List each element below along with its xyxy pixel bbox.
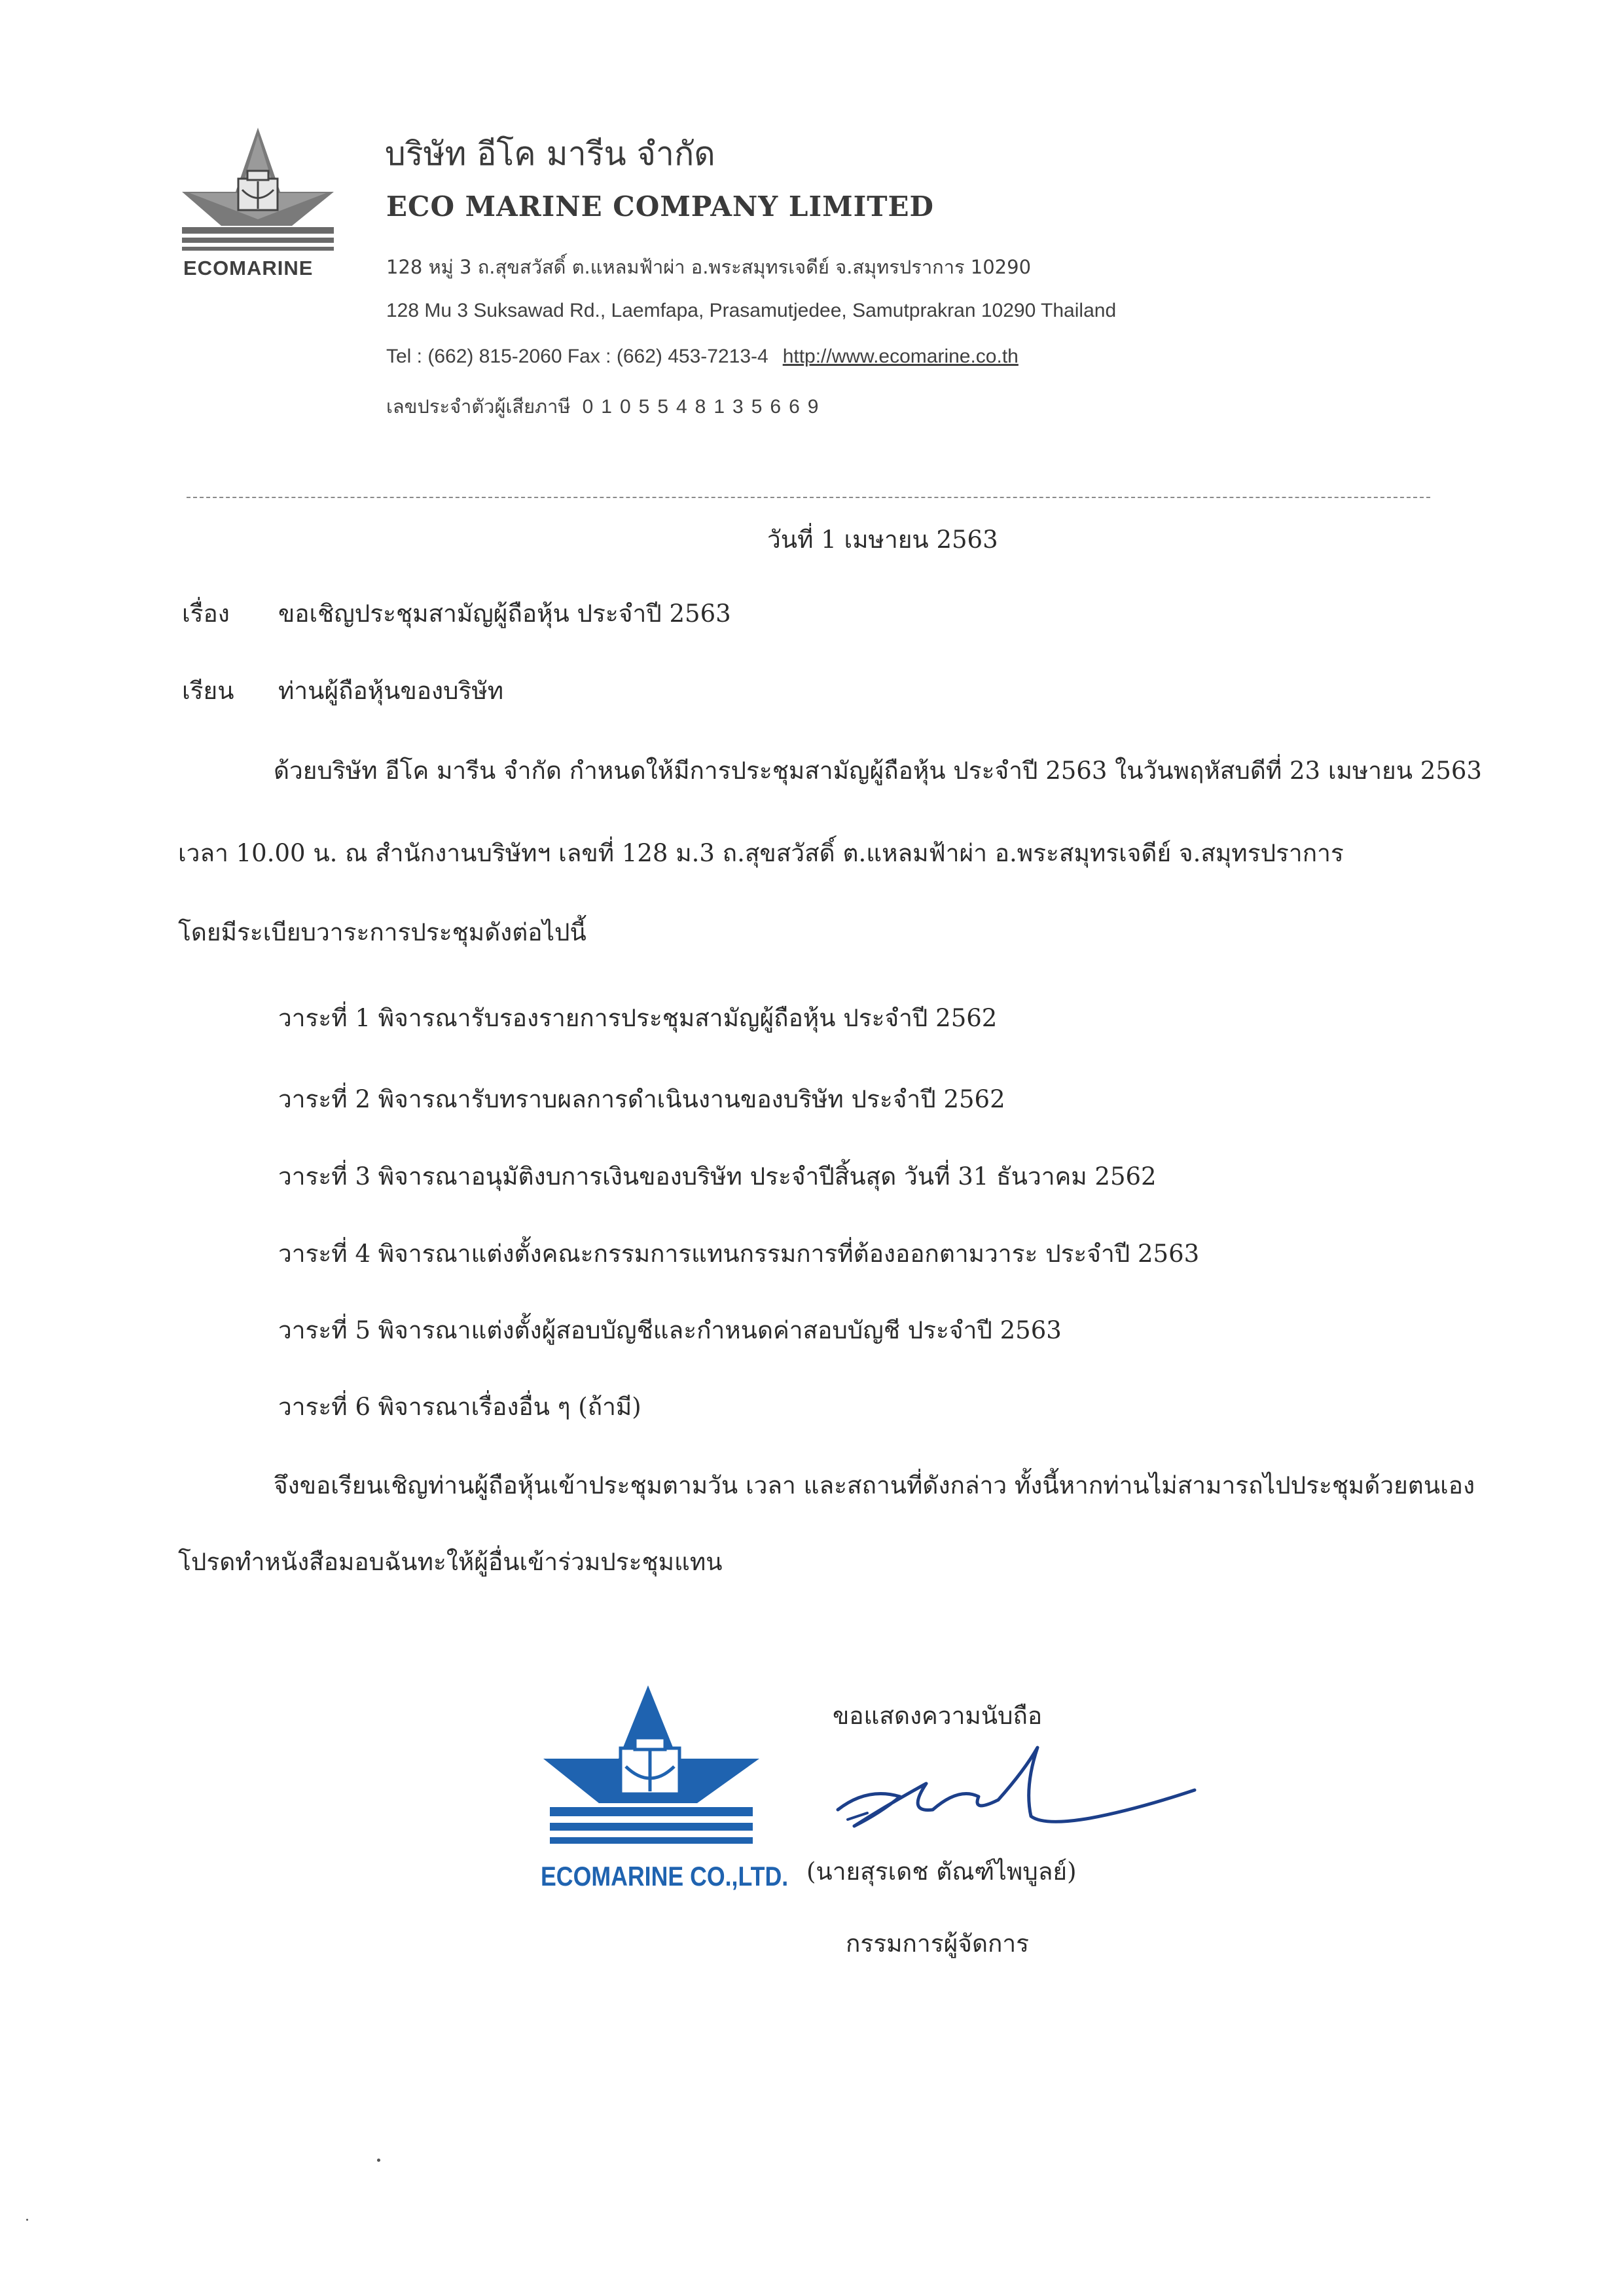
header-divider [187,497,1430,498]
logo-wordmark: ECOMARINE [183,257,314,279]
agenda-item-5: วาระที่ 5 พิจารณาแต่งตั้งผู้สอบบัญชีและกำหนดค่าสอบบัญชี ประจำปี 2563 [278,1316,1062,1344]
paragraph-1-line-3: โดยมีระเบียบวาระการประชุมดังต่อไปนี้ [178,918,586,946]
company-logo [182,128,334,278]
paragraph-2-line-2: โปรดทำหนังสือมอบฉันทะให้ผู้อื่นเข้าร่วมประชุมแทน [178,1548,723,1576]
agenda-item-4: วาระที่ 4 พิจารณาแต่งตั้งคณะกรรมการแทนกรรมการที่ต้องออกตามวาระ ประจำปี 2563 [278,1240,1200,1268]
paragraph-1-line-1: ด้วยบริษัท อีโค มารีน จำกัด กำหนดให้มีการประชุมสามัญผู้ถือหุ้น ประจำปี 2563 ในวันพฤหัสบดีที่ 23 เมษายน 2563 [274,757,1482,785]
website-link[interactable]: http://www.ecomarine.co.th [782,346,1019,367]
recipient-label: เรียน [182,677,234,705]
subject-label: เรื่อง [182,600,230,628]
scan-speck [377,2159,380,2162]
agenda-item-3: วาระที่ 3 พิจารณาอนุมัติงบการเงินของบริษัท ประจำปีสิ้นสุด วันที่ 31 ธันวาคม 2562 [278,1162,1157,1191]
company-name-english: ECO MARINE COMPANY LIMITED [386,190,934,223]
agenda-item-2: วาระที่ 2 พิจารณารับทราบผลการดำเนินงานของบริษัท ประจำปี 2562 [278,1085,1005,1113]
company-seal [543,1685,759,1882]
recipient-text: ท่านผู้ถือหุ้นของบริษัท [278,677,504,705]
handwritten-signature [828,1734,1221,1846]
closing-salutation: ขอแสดงความนับถือ [833,1702,1043,1730]
letter-date: วันที่ 1 เมษายน 2563 [767,526,998,554]
address-english: 128 Mu 3 Suksawad Rd., Laemfapa, Prasamutjedee, Samutprakran 10290 Thailand [386,300,1117,321]
agenda-item-1: วาระที่ 1 พิจารณารับรองรายการประชุมสามัญผู้ถือหุ้น ประจำปี 2562 [278,1004,998,1032]
paragraph-2-line-1: จึงขอเรียนเชิญท่านผู้ถือหุ้นเข้าประชุมตามวัน เวลา และสถานที่ดังกล่าว ทั้งนี้หากท่านไม่สามารถไปประชุมด้วยตนเอง [274,1471,1475,1499]
phone-fax: Tel : (662) 815-2060 Fax : (662) 453-7213-4 [386,346,768,367]
signer-title: กรรมการผู้จัดการ [846,1929,1030,1958]
subject-text: ขอเชิญประชุมสามัญผู้ถือหุ้น ประจำปี 2563 [278,600,731,628]
signer-name: (นายสุรเดช ตัณฑ์ไพบูลย์) [806,1857,1077,1886]
tax-id-line [386,391,826,422]
paragraph-1-line-2: เวลา 10.00 น. ณ สำนักงานบริษัทฯ เลขที่ 128 ม.3 ถ.สุขสวัสดิ์ ต.แหลมฟ้าผ่า อ.พระสมุทรเจดีย์ จ.สมุทรปราการ [178,839,1344,867]
company-name-thai: บริษัท อีโค มารีน จำกัด [385,135,715,173]
tax-id-number: 0105548135669 [582,396,827,418]
contact-line [386,346,1019,368]
seal-wordmark: ECOMARINE CO.,LTD. [541,1861,789,1892]
agenda-item-6: วาระที่ 6 พิจารณาเรื่องอื่น ๆ (ถ้ามี) [278,1393,641,1421]
tax-id-label: เลขประจำตัวผู้เสียภาษี [386,395,571,418]
address-thai: 128 หมู่ 3 ถ.สุขสวัสดิ์ ต.แหลมฟ้าผ่า อ.พระสมุทรเจดีย์ จ.สมุทรปราการ 10290 [386,256,1032,278]
scan-speck [26,2219,28,2221]
